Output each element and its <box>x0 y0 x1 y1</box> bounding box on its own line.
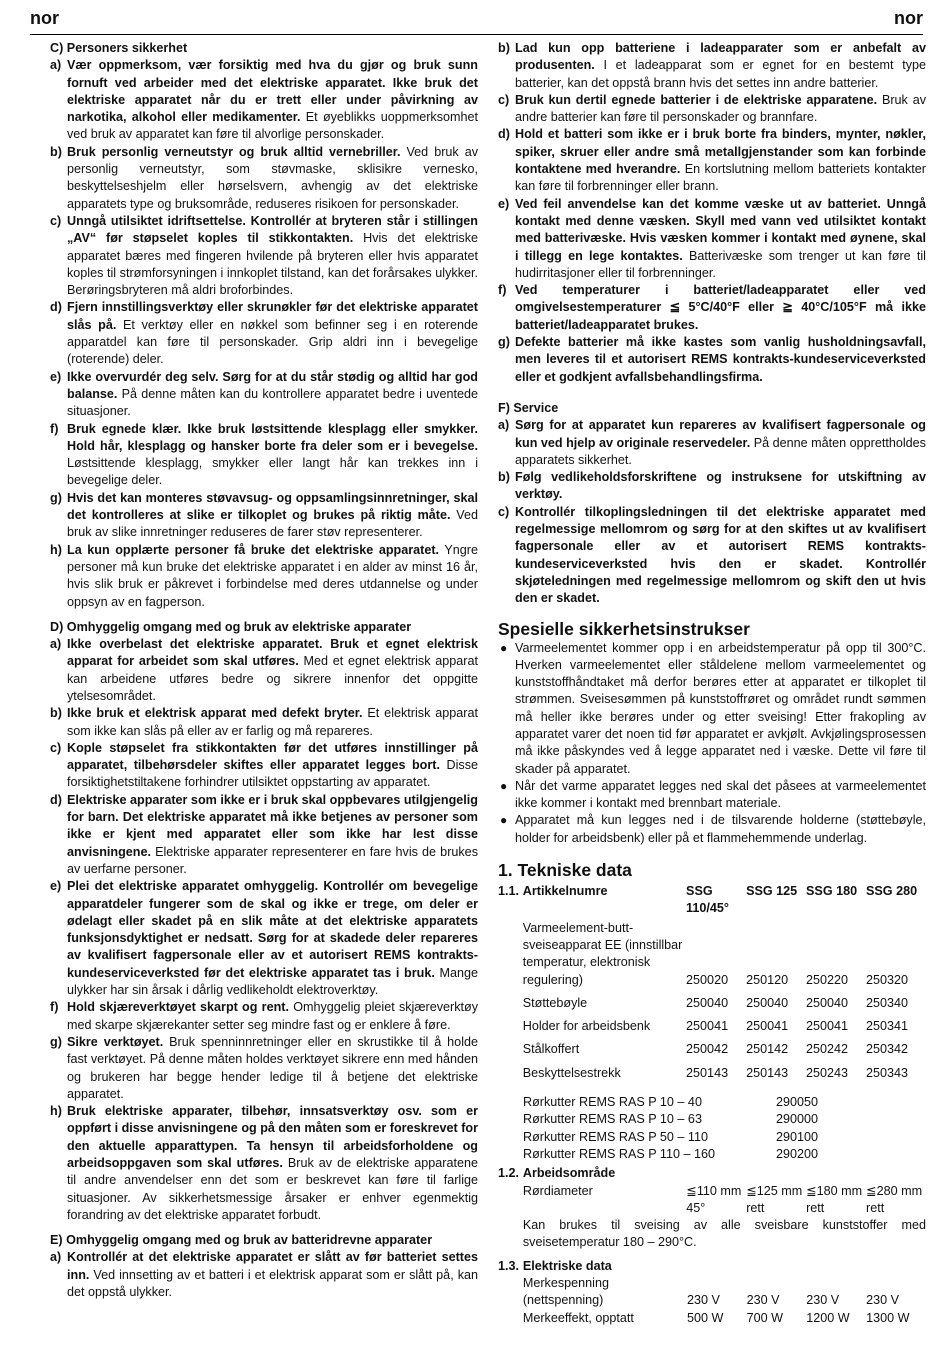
item-text: Med et egnet elektrisk apparat kan arbeidene utføres bedre og sikrere innenfor det oppgitte ytelsesområdet. <box>67 654 478 703</box>
item-text: På denne måten kan du kontrollere apparatet bedre i uventede situasjoner. <box>67 386 478 419</box>
item-label: a) <box>50 1250 62 1265</box>
item-emphasis: Hold skjæreverktøyet skarpt og rent. <box>67 1000 289 1015</box>
item-label: a) <box>50 58 62 73</box>
left-column <box>50 40 478 1301</box>
special-safety-heading: Spesielle sikkerhetsinstrukser <box>498 618 750 639</box>
section-label: Arbeidsområde <box>522 1166 616 1181</box>
item-label: f) <box>50 421 59 436</box>
item-emphasis: Bruk kun dertil egnede batterier i de elektriske apparatene. <box>515 92 878 107</box>
item-emphasis: Følg vedlikeholdsforskriftene og instruksene for utskiftning av verktøy. <box>515 470 926 502</box>
item-label: a) <box>50 637 62 652</box>
row-label: Merkespenning (nettspenning) <box>522 1276 609 1308</box>
item-emphasis: Defekte batterier må ikke kastes som vanlig husholdningsavfall, men leveres til et autorisert REMS kontrakts-kundeserviceverksted eller et godkjent avfallsbehandlingsfirma. <box>515 335 926 384</box>
cell: 500 W <box>687 1310 724 1325</box>
item-label: e) <box>498 196 510 211</box>
item-label: d) <box>50 300 62 315</box>
list-item <box>50 213 478 299</box>
page-header <box>30 8 923 35</box>
list-item <box>50 542 478 611</box>
item-emphasis: Ikke bruk et elektrisk apparat med defekt bryter. <box>67 706 363 721</box>
item-text: Elektriske apparater representerer en fare hvis de brukes av uerfarne personer. <box>67 844 478 876</box>
cell: 250320 <box>866 972 909 987</box>
working-range-note: Kan brukes til sveising av alle sveisbare kunststoffer med sveisetemperatur 180 – 290°C. <box>522 1218 926 1250</box>
table-row <box>498 1275 926 1310</box>
item-label: b) <box>498 41 510 55</box>
list-item <box>50 1249 478 1301</box>
list-item <box>498 334 926 386</box>
item-emphasis: Ikke overbelast det elektriske apparatet. Bruk et egnet elektrisk apparat for arbeidet som skal utføres. <box>67 637 478 669</box>
cell: 250041 <box>746 1019 789 1034</box>
table-row <box>498 1094 818 1111</box>
cell: 250120 <box>746 972 789 987</box>
bullet-icon: ● <box>500 813 508 828</box>
cell: 230 V <box>866 1293 900 1308</box>
section-title-f: F) Service <box>498 400 559 415</box>
cell: ≦280 mm rett <box>866 1183 923 1215</box>
technical-data-table <box>498 883 926 1082</box>
column-header: SSG 110/45° <box>686 884 729 916</box>
row-label: Støttebøyle <box>522 995 588 1010</box>
item-label: g) <box>50 1034 62 1049</box>
section-title-d: D) Omhyggelig omgang med og bruk av elektriske apparater <box>50 619 412 634</box>
item-label: d) <box>50 792 62 807</box>
table-row <box>498 989 926 1012</box>
item-text: En kortslutning mellom batteriets kontakter kan føre til forbrenninger eller brann. <box>515 162 926 194</box>
bullet-icon: ● <box>500 778 508 793</box>
bullet-text: Varmeelementet kommer opp i en arbeidstemperatur på opp til 300°C. Hverken varmeelementet eller ståldelene mellom varmeelementet og kunststoffhåndtaket må derfor berøres etter at apparatet er tilkoplet til strømmen. Sveisesømmen på kunststoffrøret og området rundt sømmen må heller ikke berøres under og etter sveising! Etter frakopling av apparatet varer det noen tid før apparatet er avkjølt. Avkjølingsprosessen må ikke påskyndes ved å legge apparatet ned i væske. Dette vil føre til skader på apparatet. <box>515 640 926 776</box>
list-item <box>50 999 478 1034</box>
item-emphasis: Ved feil anvendelse kan det komme væske ut av batteriet. Unngå kontakt med denne væsken. Skyll med vann ved utilsiktet kontakt med batterivæske. Hvis væsken kommer i kontakt med øynene, skal i tillegg en lege kontaktes. <box>515 196 926 263</box>
item-text: Et øyeblikks uoppmerksomhet ved bruk av apparatet kan føre til alvorlige personskader. <box>67 110 478 142</box>
table-row <box>498 1059 926 1082</box>
bullet-text: Når det varme apparatet legges ned skal det påsees at varmeelementet ikke kommer i kontakt med brennbart materiale. <box>515 778 926 811</box>
item-text: Ved bruk av slike innretninger reduseres de farer støv representerer. <box>67 508 478 540</box>
cell: 250040 <box>746 995 789 1010</box>
section-number: 1.3. <box>498 1258 520 1273</box>
section-c-list <box>50 57 478 611</box>
item-text: Ved bruk av personlig verneutstyr, som støvmaske, sklisikre vernesko, beskyttelseshjelm eller hørselsvern, avhengig av det elektriske apparatets type og bruksområde, reduseres risikoen for personskader. <box>67 144 478 211</box>
list-item <box>498 40 926 92</box>
item-emphasis: Elektriske apparater som ikke er i bruk skal oppbevares utilgjengelig for barn. Det elektriske apparatet må ikke betjenes av personer som ikke er kjent med apparatet eller som ikke har lest disse anvisningene. <box>67 792 478 859</box>
section-e-list <box>50 1249 478 1301</box>
section-d-list <box>50 636 478 1224</box>
row-label: Rørdiameter <box>522 1183 593 1198</box>
item-text: Hvis det elektriske apparatet bæres med fingeren hvilende på bryteren eller hvis apparatet koples til strømforsyningen i innkoplet tilstand, kan det forårsakes ulykker. Berøringsbryteren må aldri broforbindes. <box>67 231 479 298</box>
item-emphasis: Ikke overvurdér deg selv. Sørg for at du står stødig og alltid har god balanse. <box>67 369 478 401</box>
item-label: b) <box>498 470 510 485</box>
item-label: b) <box>50 144 62 159</box>
cell: 250041 <box>686 1019 729 1034</box>
item-emphasis: Ved temperaturer i batteriet/ladeapparatet eller ved omgivelsestemperaturer ≦ 5°C/40°F eller ≧ 40°C/105°F må ikke batteriet/ladeapparatet brukes. <box>515 283 926 332</box>
item-text: Omhyggelig pleiet skjæreverktøy med skarpe skjærekanter setter seg mindre fast og er enklere å føre. <box>67 1000 479 1032</box>
item-emphasis: Plei det elektriske apparatet omhyggelig. Kontrollér om bevegelige apparatdeler fungerer som de skal og ikke er trege, om deler er ødelagt eller skadet på en slik måte at det elektriske apparatets funksjonsdyktighet er nedsatt. Sørg for at skadede deler repareres av kvalifisert fagpersonale eller av et autorisert REMS kontrakts-kundeserviceverksted før det elektriske apparatet tas i bruk. <box>67 879 478 980</box>
cell: 700 W <box>746 1310 784 1325</box>
list-item <box>498 196 926 282</box>
row-label: Varmeelement-butt-sveiseapparat EE (innstillbar temperatur, elektronisk regulering) <box>522 920 683 987</box>
list-item <box>50 144 478 213</box>
item-emphasis: Hold et batteri som ikke er i bruk borte fra binders, mynter, nøkler, spiker, skruer eller andre små metallgjenstander som kan forbinde kontaktene med hverandre. <box>515 127 926 177</box>
item-label: c) <box>498 92 510 107</box>
item-emphasis: Sørg for at apparatet kun repareres av kvalifisert fagpersonale og kun ved hjelp av originale reservedeler. <box>515 418 926 450</box>
table-row <box>498 1012 926 1035</box>
cell: 250041 <box>806 1019 849 1034</box>
cell: 250343 <box>866 1065 909 1080</box>
cell: ≦180 mm rett <box>806 1183 863 1215</box>
right-column <box>498 40 926 1327</box>
cell: 250143 <box>686 1065 729 1080</box>
section-title-c: C) Personers sikkerhet <box>50 41 188 55</box>
section-title-e: E) Omhyggelig omgang med og bruk av batteridrevne apparater <box>50 1233 433 1248</box>
technical-data-heading: 1. Tekniske data <box>498 860 632 881</box>
cell: 250340 <box>866 995 909 1010</box>
table-row <box>498 1129 818 1146</box>
column-header: SSG 125 <box>746 884 798 899</box>
item-label: g) <box>498 335 510 350</box>
cell: ≦125 mm rett <box>746 1183 803 1215</box>
row-label: Merkeeffekt, opptatt <box>522 1310 634 1325</box>
list-item <box>498 92 926 127</box>
item-label: c) <box>50 213 62 228</box>
item-label: c) <box>50 740 62 755</box>
item-text: Et elektrisk apparat som ikke kan slås på eller av er farlig og må repareres. <box>67 706 478 738</box>
cell: ≦110 mm 45° <box>686 1183 742 1215</box>
table-row <box>498 1183 926 1218</box>
item-label: c) <box>498 504 510 519</box>
item-label: e) <box>50 879 62 894</box>
item-emphasis: Hvis det kan monteres støvavsug- og oppsamlingsinnretninger, skal det kontrolleres at slike er tilkoplet og brukes på riktig måte. <box>67 490 478 523</box>
list-item <box>50 1034 478 1103</box>
section-number: 1.1. <box>498 884 520 899</box>
list-item <box>498 417 926 469</box>
section-label: Elektriske data <box>522 1258 612 1273</box>
item-text: Ved innsetting av et batteri i et elektrisk apparat som er slått på, kan det oppstå ulykker. <box>67 1267 478 1300</box>
list-item <box>50 705 478 740</box>
list-item <box>50 369 478 421</box>
item-emphasis: Kontrollér at det elektriske apparatet er slått av før batteriet settes inn. <box>67 1250 478 1282</box>
section-e-list-continued <box>498 40 926 386</box>
item-text: Mange ulykker har sin årsak i dårlig vedlikeholdt elektroverktøy. <box>67 965 478 998</box>
working-range-table <box>498 1165 926 1251</box>
cell: 290000 <box>776 1112 819 1127</box>
item-emphasis: Kople støpselet fra stikkontakten før det utføres innstillinger på apparatet, tilbehørsdeler skiftes eller apparatet legges bort. <box>67 740 478 773</box>
cell: 230 V <box>806 1293 840 1308</box>
bullet-item <box>498 812 926 847</box>
item-text: Løstsittende klesplagg, smykker eller langt hår kan trekkes inn i bevegelige deler. <box>67 456 478 488</box>
column-header: SSG 180 <box>806 884 858 899</box>
table-row <box>498 918 926 989</box>
cell: 250040 <box>686 995 729 1010</box>
row-label: Rørkutter REMS RAS P 50 – 110 <box>523 1129 709 1144</box>
row-label: Rørkutter REMS RAS P 10 – 40 <box>523 1095 702 1110</box>
list-item <box>50 421 478 490</box>
item-emphasis: La kun opplærte personer få bruke det elektriske apparatet. <box>67 542 440 557</box>
row-label: Stålkoffert <box>522 1042 580 1057</box>
item-label: b) <box>50 706 62 721</box>
article-numbers-header <box>498 883 926 918</box>
list-item <box>50 740 478 792</box>
section-f-list <box>498 417 926 607</box>
language-code-right: nor <box>894 8 923 28</box>
item-text: Bruk av andre batterier kan føre til personskader og brannfare. <box>515 92 926 125</box>
bullet-item <box>498 640 926 778</box>
cell: 290050 <box>776 1095 819 1110</box>
cell: 230 V <box>687 1293 720 1308</box>
item-label: f) <box>498 283 507 298</box>
item-text: Batterivæske som trenger ut kan føre til hudirritasjoner eller til forbrenninger. <box>515 248 926 280</box>
list-item <box>50 1103 478 1224</box>
table-row <box>498 1035 926 1058</box>
cell: 250143 <box>746 1065 789 1080</box>
list-item <box>50 636 478 705</box>
table-row <box>498 1146 818 1163</box>
item-emphasis: Fjern innstillingsverktøy eller skrunøkler før det elektriske apparatet slås på. <box>67 300 478 332</box>
item-text: Yngre personer må kun bruke det elektriske apparatet i en alder av minst 16 år, hvis slik bruk er påkrevet i forbindelse med deres utdannelse og under oppsyn av en fagperson. <box>67 542 478 609</box>
electrical-data-table <box>498 1258 926 1327</box>
list-item <box>498 504 926 608</box>
cell: 250242 <box>806 1042 849 1057</box>
cell: 250020 <box>686 972 729 987</box>
cell: 250342 <box>866 1042 909 1057</box>
item-label: e) <box>50 369 62 384</box>
bullet-icon: ● <box>500 640 508 655</box>
bullet-text: Apparatet må kun legges ned i de tilsvarende holderne (støttebøyle, holder for arbeidsbenk) eller på et flammehemmende underlag. <box>515 813 926 845</box>
item-label: h) <box>50 542 62 557</box>
cell: 290200 <box>776 1146 819 1161</box>
row-label: Holder for arbeidsbenk <box>522 1019 651 1034</box>
cell: 290100 <box>776 1129 819 1144</box>
item-text: Bruk av de elektriske apparatene til andre anvendelser enn det som er beskrevet kan føre til farlige situasjoner. Av sikkerhetsmessige årsaker er enhver egenmektig forandring av det elektriske apparatet forbudt. <box>67 1156 478 1222</box>
item-label: a) <box>498 418 510 433</box>
item-emphasis: Bruk personlig verneutstyr og bruk alltid vernebriller. <box>67 144 401 159</box>
item-emphasis: Unngå utilsiktet idriftsettelse. Kontrollér at bryteren står i stillingen „AV“ før støpselet koples til stikkontakten. <box>67 213 478 246</box>
item-label: g) <box>50 490 62 505</box>
list-item <box>50 490 478 542</box>
cell: 250341 <box>866 1019 909 1034</box>
bullet-item <box>498 778 926 813</box>
section-label: Artikkelnumre <box>522 884 608 899</box>
table-row <box>498 1111 818 1128</box>
item-emphasis: Sikre verktøyet. <box>67 1034 164 1049</box>
list-item <box>50 878 478 999</box>
item-label: h) <box>50 1104 62 1119</box>
column-header: SSG 280 <box>866 884 918 899</box>
working-range-header <box>498 1165 926 1182</box>
electrical-data-header <box>498 1258 926 1275</box>
list-item <box>498 469 926 504</box>
item-text: I et ladeapparat som er egnet for en bestemt type batterier, kan det oppstå brann hvis det settes inn andre batterier. <box>515 58 926 90</box>
language-code-left: nor <box>30 8 59 28</box>
item-emphasis: Bruk egnede klær. Ikke bruk løstsittende klesplagg eller smykker. Hold hår, klesplagg og hansker borte fra deler som er i bevegelse. <box>67 421 478 453</box>
row-label: Beskyttelsestrekk <box>522 1065 621 1080</box>
cell: 250243 <box>806 1065 849 1080</box>
row-label: Rørkutter REMS RAS P 110 – 160 <box>523 1146 716 1161</box>
cell: 250040 <box>806 995 849 1010</box>
cell: 230 V <box>746 1293 780 1308</box>
list-item <box>50 792 478 878</box>
table-row <box>498 1217 926 1252</box>
item-emphasis: Vær oppmerksom, vær forsiktig med hva du gjør og bruk sunn fornuft ved arbeider med det elektriske apparatet. Ikke bruk det elektriske apparatet når du er trett eller under påvirkning av narkotika, alkohol eller medikamenter. <box>67 58 478 125</box>
row-label: Rørkutter REMS RAS P 10 – 63 <box>523 1112 702 1127</box>
item-text: Et verktøy eller en nøkkel som befinner seg i en roterende apparatdel kan føre til personskader. Grip aldri inn i bevegelige (roterende) deler. <box>67 317 478 367</box>
item-emphasis: Bruk elektriske apparater, tilbehør, innsatsverktøy osv. som er oppført i disse anvisningene og på den måten som er foreskrevet for den aktuelle apparattypen. Ta hensyn til arbeidsforholdene og arbeidsoppgaven som skal utføres. <box>67 1104 478 1170</box>
item-emphasis: Lad kun opp batteriene i ladeapparater som er anbefalt av produsenten. <box>515 41 926 73</box>
item-emphasis: Kontrollér tilkoplingsledningen til det elektriske apparatet med regelmessige mellomrom og sørg for at den skiftes ut av kvalifisert fagpersonale eller av et autorisert REMS kontrakts-kundeserviceverksted hvis den er skadet. Kontrollér skjøteledningen med regelmessige mellomrom og skift den ut hvis den er skadet. <box>515 504 926 606</box>
cell: 250042 <box>686 1042 729 1057</box>
section-number: 1.2. <box>498 1166 520 1181</box>
cell: 1200 W <box>806 1310 850 1325</box>
special-safety-list <box>498 640 926 848</box>
list-item <box>498 282 926 334</box>
list-item <box>50 299 478 368</box>
list-item <box>50 57 478 143</box>
pipe-cutter-table <box>498 1094 818 1163</box>
item-label: f) <box>50 1000 59 1015</box>
item-text: Bruk spenninnretninger eller en skrustikke til å holde fast verktøyet. På denne måten holdes verktøyet sikrere enn med hånden og brukeren har begge hender ledige til å betjene det elektriske apparatet. <box>67 1034 478 1101</box>
cell: 1300 W <box>866 1310 910 1325</box>
cell: 250142 <box>746 1042 789 1057</box>
item-text: Disse forsiktighetstiltakene forhindrer utilsiktet oppstarting av apparatet. <box>67 758 478 790</box>
table-row <box>498 1310 926 1327</box>
cell: 250220 <box>806 972 849 987</box>
list-item <box>498 126 926 195</box>
item-label: d) <box>498 127 510 142</box>
item-text: På denne måten opprettholdes apparatets sikkerhet. <box>515 435 926 467</box>
